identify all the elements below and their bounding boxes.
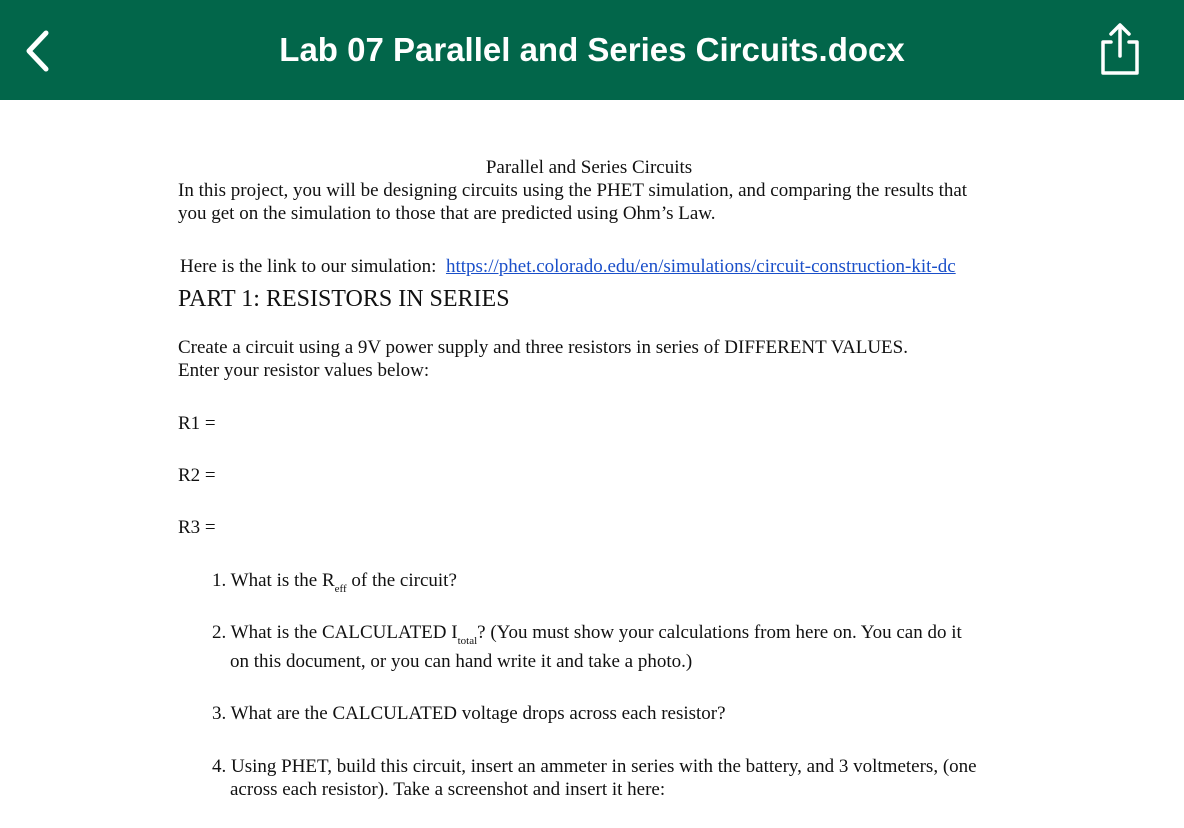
question-number: 3. <box>212 703 227 724</box>
question-text: What are the CALCULATED voltage drops across each resistor? <box>230 703 726 724</box>
r2-label: R2 = <box>178 465 216 486</box>
instruction-line-1: Create a circuit using a 9V power supply and three resistors in series of DIFFERENT VALUES. <box>178 337 908 358</box>
question-number: 4. <box>212 756 227 777</box>
link-prefix: Here is the link to our simulation: <box>180 256 437 277</box>
subscript: eff <box>334 583 347 595</box>
question-text: What is the R <box>230 570 335 591</box>
question-number: 1. <box>212 570 227 591</box>
list-item <box>212 756 977 778</box>
top-bar <box>0 0 1184 100</box>
list-item <box>212 622 962 647</box>
chevron-left-icon <box>20 28 60 74</box>
link-row <box>180 256 956 278</box>
list-item <box>212 570 457 595</box>
document-body <box>0 100 1184 828</box>
doc-title: Parallel and Series Circuits <box>485 157 693 178</box>
question-continuation: across each resistor). Take a screenshot and insert it here: <box>230 779 666 800</box>
subscript: total <box>457 635 478 647</box>
back-button[interactable] <box>20 28 60 74</box>
simulation-link[interactable]: https://phet.colorado.edu/en/simulations/circuit-construction-kit-dc <box>445 256 956 277</box>
question-text: Using PHET, build this circuit, insert an ammeter in series with the battery, and 3 voltmeters, (one <box>231 756 977 777</box>
question-text: ? (You must show your calculations from here on. You can do it <box>477 622 962 643</box>
question-text: of the circuit? <box>351 570 457 591</box>
list-item <box>212 703 726 725</box>
part1-heading: PART 1: RESISTORS IN SERIES <box>178 286 510 312</box>
question-text: What is the CALCULATED I <box>230 622 458 643</box>
question-continuation: on this document, or you can hand write it and take a photo.) <box>230 651 693 672</box>
share-icon <box>1096 22 1144 76</box>
intro-line-1: In this project, you will be designing circuits using the PHET simulation, and comparing the results that <box>178 180 968 201</box>
share-button[interactable] <box>1096 22 1144 76</box>
intro-line-2: you get on the simulation to those that are predicted using Ohm’s Law. <box>178 203 716 224</box>
r1-label: R1 = <box>178 413 216 434</box>
r3-label: R3 = <box>178 517 216 538</box>
document-title: Lab 07 Parallel and Series Circuits.docx <box>279 31 905 68</box>
question-number: 2. <box>212 622 227 643</box>
instruction-line-2: Enter your resistor values below: <box>178 360 430 381</box>
